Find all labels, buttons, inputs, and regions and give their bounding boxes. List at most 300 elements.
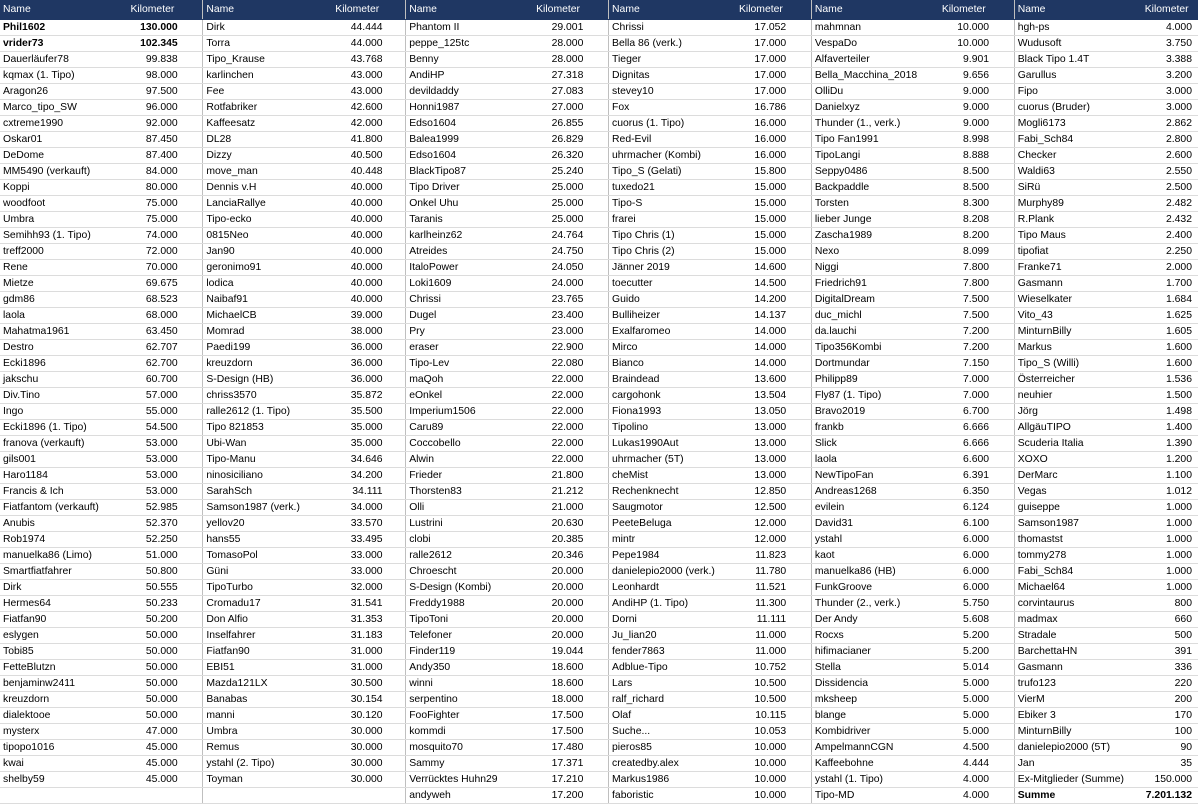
spacer-cell[interactable] — [792, 292, 811, 308]
spacer-cell[interactable] — [995, 564, 1014, 580]
spacer-cell[interactable] — [389, 276, 406, 292]
name-cell[interactable]: Freddy1988 — [406, 596, 527, 612]
name-cell[interactable]: Jörg — [1014, 404, 1135, 420]
kilometer-cell[interactable]: 18.600 — [527, 660, 590, 676]
spacer-cell[interactable] — [995, 388, 1014, 404]
spacer-cell[interactable] — [792, 628, 811, 644]
spacer-cell[interactable] — [792, 548, 811, 564]
kilometer-cell[interactable]: 6.000 — [932, 564, 995, 580]
name-cell[interactable]: treff2000 — [0, 244, 121, 260]
name-cell[interactable]: Ubi-Wan — [203, 436, 326, 452]
spacer-cell[interactable] — [184, 196, 203, 212]
kilometer-cell[interactable]: 40.000 — [326, 260, 389, 276]
name-cell[interactable]: Tieger — [609, 52, 730, 68]
name-cell[interactable]: Braindead — [609, 372, 730, 388]
name-cell[interactable]: pieros85 — [609, 740, 730, 756]
spacer-cell[interactable] — [589, 596, 608, 612]
spacer-cell[interactable] — [995, 20, 1014, 36]
kilometer-cell[interactable]: 9.901 — [932, 52, 995, 68]
kilometer-cell[interactable]: 17.052 — [730, 20, 793, 36]
name-cell[interactable]: tuxedo21 — [609, 180, 730, 196]
name-cell[interactable]: Seppy0486 — [811, 164, 932, 180]
kilometer-cell[interactable]: 7.500 — [932, 308, 995, 324]
name-cell[interactable]: laola — [0, 308, 121, 324]
spacer-cell[interactable] — [995, 628, 1014, 644]
spacer-cell[interactable] — [389, 436, 406, 452]
kilometer-cell[interactable]: 20.000 — [527, 596, 590, 612]
kilometer-cell[interactable]: 31.541 — [326, 596, 389, 612]
name-cell[interactable]: XOXO — [1014, 452, 1135, 468]
kilometer-cell[interactable]: 17.000 — [730, 52, 793, 68]
name-cell[interactable]: mintr — [609, 532, 730, 548]
name-cell[interactable]: Markus1986 — [609, 772, 730, 788]
name-cell[interactable]: kommdi — [406, 724, 527, 740]
kilometer-cell[interactable]: 35.000 — [326, 436, 389, 452]
spacer-cell[interactable] — [995, 84, 1014, 100]
kilometer-cell[interactable]: 42.000 — [326, 116, 389, 132]
name-cell[interactable]: yellov20 — [203, 516, 326, 532]
kilometer-cell[interactable]: 20.000 — [527, 564, 590, 580]
kilometer-cell[interactable]: 51.000 — [121, 548, 184, 564]
name-cell[interactable]: Chrissi — [406, 292, 527, 308]
name-cell[interactable]: Phantom II — [406, 20, 527, 36]
kilometer-cell[interactable]: 52.250 — [121, 532, 184, 548]
spacer-cell[interactable] — [995, 468, 1014, 484]
name-cell[interactable]: Dugel — [406, 308, 527, 324]
spacer-cell[interactable] — [589, 180, 608, 196]
kilometer-cell[interactable]: 53.000 — [121, 452, 184, 468]
kilometer-cell[interactable]: 17.210 — [527, 772, 590, 788]
kilometer-cell[interactable]: 52.370 — [121, 516, 184, 532]
spacer-cell[interactable] — [389, 532, 406, 548]
spacer-cell[interactable] — [792, 148, 811, 164]
kilometer-cell[interactable]: 23.765 — [527, 292, 590, 308]
spacer-cell[interactable] — [792, 196, 811, 212]
kilometer-cell[interactable]: 8.300 — [932, 196, 995, 212]
kilometer-cell[interactable]: 1.000 — [1135, 532, 1198, 548]
spacer-cell[interactable] — [792, 164, 811, 180]
kilometer-cell[interactable]: 6.350 — [932, 484, 995, 500]
name-cell[interactable]: Tipo_S (Willi) — [1014, 356, 1135, 372]
name-cell[interactable]: Dorni — [609, 612, 730, 628]
name-cell[interactable]: thomastst — [1014, 532, 1135, 548]
spacer-cell[interactable] — [184, 644, 203, 660]
kilometer-cell[interactable]: 30.000 — [326, 772, 389, 788]
kilometer-cell[interactable]: 50.000 — [121, 692, 184, 708]
name-cell[interactable]: Dauerläufer78 — [0, 52, 121, 68]
spacer-cell[interactable] — [589, 36, 608, 52]
name-cell[interactable]: danielepio2000 (5T) — [1014, 740, 1135, 756]
kilometer-cell[interactable]: 13.600 — [730, 372, 793, 388]
kilometer-cell[interactable]: 7.800 — [932, 276, 995, 292]
kilometer-cell[interactable]: 24.000 — [527, 276, 590, 292]
spacer-cell[interactable] — [589, 628, 608, 644]
spacer-cell[interactable] — [184, 564, 203, 580]
spacer-cell[interactable] — [184, 660, 203, 676]
name-cell[interactable]: Michael64 — [1014, 580, 1135, 596]
spacer-cell[interactable] — [184, 260, 203, 276]
kilometer-cell[interactable]: 17.200 — [527, 788, 590, 804]
kilometer-cell[interactable]: 6.000 — [932, 548, 995, 564]
kilometer-cell[interactable]: 4.500 — [932, 740, 995, 756]
name-cell[interactable]: OlliDu — [811, 84, 932, 100]
kilometer-cell[interactable]: 14.000 — [730, 324, 793, 340]
kilometer-cell[interactable]: 1.000 — [1135, 500, 1198, 516]
spacer-cell[interactable] — [792, 740, 811, 756]
kilometer-cell[interactable] — [121, 788, 184, 804]
name-cell[interactable]: tipopo1016 — [0, 740, 121, 756]
name-cell[interactable]: Checker — [1014, 148, 1135, 164]
name-cell[interactable]: Ebiker 3 — [1014, 708, 1135, 724]
kilometer-cell[interactable]: 50.000 — [121, 628, 184, 644]
spacer-cell[interactable] — [995, 196, 1014, 212]
kilometer-cell[interactable]: 1.390 — [1135, 436, 1198, 452]
name-cell[interactable]: Toyman — [203, 772, 326, 788]
kilometer-cell[interactable]: 50.000 — [121, 644, 184, 660]
kilometer-cell[interactable]: 22.000 — [527, 372, 590, 388]
kilometer-cell[interactable]: 25.000 — [527, 196, 590, 212]
name-cell[interactable]: chriss3570 — [203, 388, 326, 404]
kilometer-cell[interactable]: 22.000 — [527, 388, 590, 404]
spacer-cell[interactable] — [589, 676, 608, 692]
spacer-cell[interactable] — [389, 52, 406, 68]
name-cell[interactable]: kreuzdorn — [0, 692, 121, 708]
kilometer-cell[interactable]: 30.000 — [326, 740, 389, 756]
name-cell[interactable]: MichaelCB — [203, 308, 326, 324]
kilometer-cell[interactable]: 14.600 — [730, 260, 793, 276]
spacer-cell[interactable] — [184, 724, 203, 740]
header-kilometer-4[interactable]: Kilometer — [730, 0, 793, 20]
spacer-cell[interactable] — [995, 116, 1014, 132]
kilometer-cell[interactable]: 74.000 — [121, 228, 184, 244]
name-cell[interactable]: LanciaRallye — [203, 196, 326, 212]
kilometer-cell[interactable]: 28.000 — [527, 36, 590, 52]
spacer-cell[interactable] — [389, 516, 406, 532]
spacer-cell[interactable] — [995, 580, 1014, 596]
spacer-cell[interactable] — [389, 84, 406, 100]
name-cell[interactable]: Kaffeesatz — [203, 116, 326, 132]
kilometer-cell[interactable]: 20.000 — [527, 580, 590, 596]
name-cell[interactable]: hifimacianer — [811, 644, 932, 660]
name-cell[interactable]: Balea1999 — [406, 132, 527, 148]
name-cell[interactable]: ralle2612 (1. Tipo) — [203, 404, 326, 420]
spacer-cell[interactable] — [589, 612, 608, 628]
spacer-cell[interactable] — [589, 468, 608, 484]
kilometer-cell[interactable]: 1.012 — [1135, 484, 1198, 500]
spacer-cell[interactable] — [792, 692, 811, 708]
spacer-cell[interactable] — [589, 644, 608, 660]
spacer-cell[interactable] — [389, 356, 406, 372]
name-cell[interactable]: Edso1604 — [406, 148, 527, 164]
spacer-cell[interactable] — [184, 164, 203, 180]
kilometer-cell[interactable]: 8.200 — [932, 228, 995, 244]
kilometer-cell[interactable]: 4.000 — [932, 788, 995, 804]
spacer-cell[interactable] — [589, 148, 608, 164]
kilometer-cell[interactable]: 8.208 — [932, 212, 995, 228]
kilometer-cell[interactable]: 660 — [1135, 612, 1198, 628]
kilometer-cell[interactable]: 24.750 — [527, 244, 590, 260]
name-cell[interactable]: AndiHP (1. Tipo) — [609, 596, 730, 612]
kilometer-cell[interactable]: 20.385 — [527, 532, 590, 548]
spacer-cell[interactable] — [184, 740, 203, 756]
name-cell[interactable]: Ju_lian20 — [609, 628, 730, 644]
spacer-cell[interactable] — [389, 212, 406, 228]
kilometer-cell[interactable]: 21.212 — [527, 484, 590, 500]
name-cell[interactable]: NewTipoFan — [811, 468, 932, 484]
kilometer-cell[interactable]: 90 — [1135, 740, 1198, 756]
spacer-cell[interactable] — [995, 788, 1014, 804]
spacer-cell[interactable] — [792, 580, 811, 596]
name-cell[interactable]: TipoLangi — [811, 148, 932, 164]
kilometer-cell[interactable]: 17.500 — [527, 708, 590, 724]
kilometer-cell[interactable]: 75.000 — [121, 212, 184, 228]
kilometer-cell[interactable]: 2.400 — [1135, 228, 1198, 244]
name-cell[interactable]: eraser — [406, 340, 527, 356]
spacer-cell[interactable] — [995, 484, 1014, 500]
spacer-cell[interactable] — [184, 612, 203, 628]
spacer-cell[interactable] — [792, 596, 811, 612]
name-cell[interactable]: Murphy89 — [1014, 196, 1135, 212]
name-cell[interactable]: Paedi199 — [203, 340, 326, 356]
name-cell[interactable]: Ex-Mitglieder (Summe) — [1014, 772, 1135, 788]
kilometer-cell[interactable]: 27.000 — [527, 100, 590, 116]
name-cell[interactable]: ralle2612 — [406, 548, 527, 564]
name-cell[interactable]: Cromadu17 — [203, 596, 326, 612]
name-cell[interactable]: Olli — [406, 500, 527, 516]
kilometer-cell[interactable]: 62.700 — [121, 356, 184, 372]
name-cell[interactable]: karlheinz62 — [406, 228, 527, 244]
name-cell[interactable]: Rob1974 — [0, 532, 121, 548]
name-cell[interactable] — [203, 788, 326, 804]
kilometer-cell[interactable]: 2.862 — [1135, 116, 1198, 132]
kilometer-cell[interactable]: 22.080 — [527, 356, 590, 372]
spacer-cell[interactable] — [184, 580, 203, 596]
kilometer-cell[interactable]: 40.448 — [326, 164, 389, 180]
spacer-cell[interactable] — [389, 228, 406, 244]
name-cell[interactable]: Andy350 — [406, 660, 527, 676]
kilometer-cell[interactable]: 2.432 — [1135, 212, 1198, 228]
name-cell[interactable]: Momrad — [203, 324, 326, 340]
kilometer-cell[interactable]: 50.233 — [121, 596, 184, 612]
name-cell[interactable]: blange — [811, 708, 932, 724]
spacer-cell[interactable] — [389, 452, 406, 468]
kilometer-cell[interactable]: 36.000 — [326, 356, 389, 372]
kilometer-cell[interactable]: 2.800 — [1135, 132, 1198, 148]
name-cell[interactable]: hans55 — [203, 532, 326, 548]
spacer-cell[interactable] — [792, 180, 811, 196]
name-cell[interactable]: cxtreme1990 — [0, 116, 121, 132]
kilometer-cell[interactable]: 10.000 — [730, 788, 793, 804]
name-cell[interactable]: Summe — [1014, 788, 1135, 804]
spacer-cell[interactable] — [589, 260, 608, 276]
name-cell[interactable]: eOnkel — [406, 388, 527, 404]
kilometer-cell[interactable]: 15.000 — [730, 196, 793, 212]
name-cell[interactable]: Umbra — [203, 724, 326, 740]
name-cell[interactable]: Jänner 2019 — [609, 260, 730, 276]
kilometer-cell[interactable] — [326, 788, 389, 804]
name-cell[interactable]: Fiatfantom (verkauft) — [0, 500, 121, 516]
spacer-cell[interactable] — [389, 756, 406, 772]
name-cell[interactable]: Benny — [406, 52, 527, 68]
spacer-cell[interactable] — [389, 676, 406, 692]
spacer-cell[interactable] — [995, 212, 1014, 228]
spacer-cell[interactable] — [589, 84, 608, 100]
spacer-cell[interactable] — [389, 260, 406, 276]
kilometer-cell[interactable]: 45.000 — [121, 740, 184, 756]
kilometer-cell[interactable]: 34.000 — [326, 500, 389, 516]
spacer-cell[interactable] — [184, 372, 203, 388]
name-cell[interactable]: Danielxyz — [811, 100, 932, 116]
name-cell[interactable]: VierM — [1014, 692, 1135, 708]
name-cell[interactable]: Gasmann — [1014, 660, 1135, 676]
kilometer-cell[interactable]: 17.500 — [527, 724, 590, 740]
name-cell[interactable]: clobi — [406, 532, 527, 548]
name-cell[interactable]: BarchettaHN — [1014, 644, 1135, 660]
name-cell[interactable]: Tipo Chris (1) — [609, 228, 730, 244]
kilometer-cell[interactable]: 50.555 — [121, 580, 184, 596]
spacer-cell[interactable] — [792, 100, 811, 116]
kilometer-cell[interactable]: 13.000 — [730, 468, 793, 484]
name-cell[interactable]: DL28 — [203, 132, 326, 148]
name-cell[interactable]: gils001 — [0, 452, 121, 468]
kilometer-cell[interactable]: 1.200 — [1135, 452, 1198, 468]
spacer-cell[interactable] — [995, 452, 1014, 468]
kilometer-cell[interactable]: 33.570 — [326, 516, 389, 532]
name-cell[interactable]: Stradale — [1014, 628, 1135, 644]
name-cell[interactable]: Chroescht — [406, 564, 527, 580]
kilometer-cell[interactable]: 6.666 — [932, 436, 995, 452]
name-cell[interactable]: Vegas — [1014, 484, 1135, 500]
name-cell[interactable]: Koppi — [0, 180, 121, 196]
kilometer-cell[interactable]: 13.504 — [730, 388, 793, 404]
kilometer-cell[interactable]: 5.000 — [932, 724, 995, 740]
spacer-cell[interactable] — [589, 52, 608, 68]
spacer-cell[interactable] — [589, 452, 608, 468]
spacer-cell[interactable] — [184, 756, 203, 772]
name-cell[interactable]: tipofiat — [1014, 244, 1135, 260]
name-cell[interactable]: Bella_Macchina_2018 — [811, 68, 932, 84]
name-cell[interactable]: serpentino — [406, 692, 527, 708]
name-cell[interactable]: S-Design (HB) — [203, 372, 326, 388]
kilometer-cell[interactable]: 44.000 — [326, 36, 389, 52]
kilometer-cell[interactable]: 28.000 — [527, 52, 590, 68]
kilometer-cell[interactable]: 2.550 — [1135, 164, 1198, 180]
kilometer-cell[interactable]: 20.630 — [527, 516, 590, 532]
name-cell[interactable]: MM5490 (verkauft) — [0, 164, 121, 180]
spacer-cell[interactable] — [389, 788, 406, 804]
spacer-cell[interactable] — [792, 484, 811, 500]
name-cell[interactable]: Francis & Ich — [0, 484, 121, 500]
spacer-cell[interactable] — [995, 724, 1014, 740]
name-cell[interactable]: Gasmann — [1014, 276, 1135, 292]
kilometer-cell[interactable]: 53.000 — [121, 436, 184, 452]
spacer-cell[interactable] — [589, 324, 608, 340]
spacer-cell[interactable] — [589, 708, 608, 724]
name-cell[interactable]: Samson1987 — [1014, 516, 1135, 532]
kilometer-cell[interactable]: 70.000 — [121, 260, 184, 276]
kilometer-cell[interactable]: 47.000 — [121, 724, 184, 740]
kilometer-cell[interactable]: 41.800 — [326, 132, 389, 148]
name-cell[interactable]: Caru89 — [406, 420, 527, 436]
spacer-cell[interactable] — [792, 52, 811, 68]
kilometer-cell[interactable]: 5.750 — [932, 596, 995, 612]
name-cell[interactable]: DigitalDream — [811, 292, 932, 308]
kilometer-cell[interactable]: 30.000 — [326, 756, 389, 772]
spacer-cell[interactable] — [995, 228, 1014, 244]
name-cell[interactable]: Edso1604 — [406, 116, 527, 132]
kilometer-cell[interactable]: 2.600 — [1135, 148, 1198, 164]
kilometer-cell[interactable]: 30.500 — [326, 676, 389, 692]
spacer-cell[interactable] — [792, 708, 811, 724]
name-cell[interactable]: Black Tipo 1.4T — [1014, 52, 1135, 68]
spacer-cell[interactable] — [792, 500, 811, 516]
spacer-cell[interactable] — [995, 244, 1014, 260]
kilometer-cell[interactable]: 6.700 — [932, 404, 995, 420]
name-cell[interactable]: Wudusoft — [1014, 36, 1135, 52]
name-cell[interactable]: manuelka86 (Limo) — [0, 548, 121, 564]
kilometer-cell[interactable]: 2.250 — [1135, 244, 1198, 260]
name-cell[interactable]: Adblue-Tipo — [609, 660, 730, 676]
kilometer-cell[interactable]: 10.000 — [730, 772, 793, 788]
kilometer-cell[interactable]: 3.000 — [1135, 84, 1198, 100]
name-cell[interactable]: ItaloPower — [406, 260, 527, 276]
kilometer-cell[interactable]: 45.000 — [121, 756, 184, 772]
kilometer-cell[interactable]: 10.000 — [932, 36, 995, 52]
spacer-cell[interactable] — [389, 628, 406, 644]
kilometer-cell[interactable]: 7.000 — [932, 388, 995, 404]
spacer-cell[interactable] — [389, 708, 406, 724]
name-cell[interactable]: Tobi85 — [0, 644, 121, 660]
kilometer-cell[interactable]: 14.137 — [730, 308, 793, 324]
kilometer-cell[interactable]: 13.000 — [730, 436, 793, 452]
spacer-cell[interactable] — [589, 276, 608, 292]
spacer-cell[interactable] — [389, 244, 406, 260]
kilometer-cell[interactable]: 25.240 — [527, 164, 590, 180]
name-cell[interactable]: Rocxs — [811, 628, 932, 644]
spacer-cell[interactable] — [792, 116, 811, 132]
spacer-cell[interactable] — [995, 308, 1014, 324]
spacer-cell[interactable] — [589, 372, 608, 388]
name-cell[interactable]: Exalfaromeo — [609, 324, 730, 340]
kilometer-cell[interactable]: 11.780 — [730, 564, 793, 580]
spacer-cell[interactable] — [184, 244, 203, 260]
name-cell[interactable]: Tipolino — [609, 420, 730, 436]
name-cell[interactable]: frarei — [609, 212, 730, 228]
name-cell[interactable]: Telefoner — [406, 628, 527, 644]
spacer-cell[interactable] — [589, 404, 608, 420]
spacer-cell[interactable] — [995, 52, 1014, 68]
kilometer-cell[interactable]: 34.111 — [326, 484, 389, 500]
name-cell[interactable]: Tipo_S (Gelati) — [609, 164, 730, 180]
kilometer-cell[interactable]: 39.000 — [326, 308, 389, 324]
kilometer-cell[interactable]: 11.111 — [730, 612, 793, 628]
name-cell[interactable]: Don Alfio — [203, 612, 326, 628]
kilometer-cell[interactable]: 6.666 — [932, 420, 995, 436]
kilometer-cell[interactable]: 2.500 — [1135, 180, 1198, 196]
name-cell[interactable]: Oskar01 — [0, 132, 121, 148]
kilometer-cell[interactable]: 10.752 — [730, 660, 793, 676]
kilometer-cell[interactable]: 17.371 — [527, 756, 590, 772]
name-cell[interactable]: cargohonk — [609, 388, 730, 404]
name-cell[interactable]: ninosiciliano — [203, 468, 326, 484]
name-cell[interactable]: mahmnan — [811, 20, 932, 36]
name-cell[interactable]: FooFighter — [406, 708, 527, 724]
spacer-cell[interactable] — [184, 212, 203, 228]
kilometer-cell[interactable]: 102.345 — [121, 36, 184, 52]
header-kilometer-3[interactable]: Kilometer — [527, 0, 590, 20]
name-cell[interactable]: Ingo — [0, 404, 121, 420]
spacer-cell[interactable] — [389, 116, 406, 132]
